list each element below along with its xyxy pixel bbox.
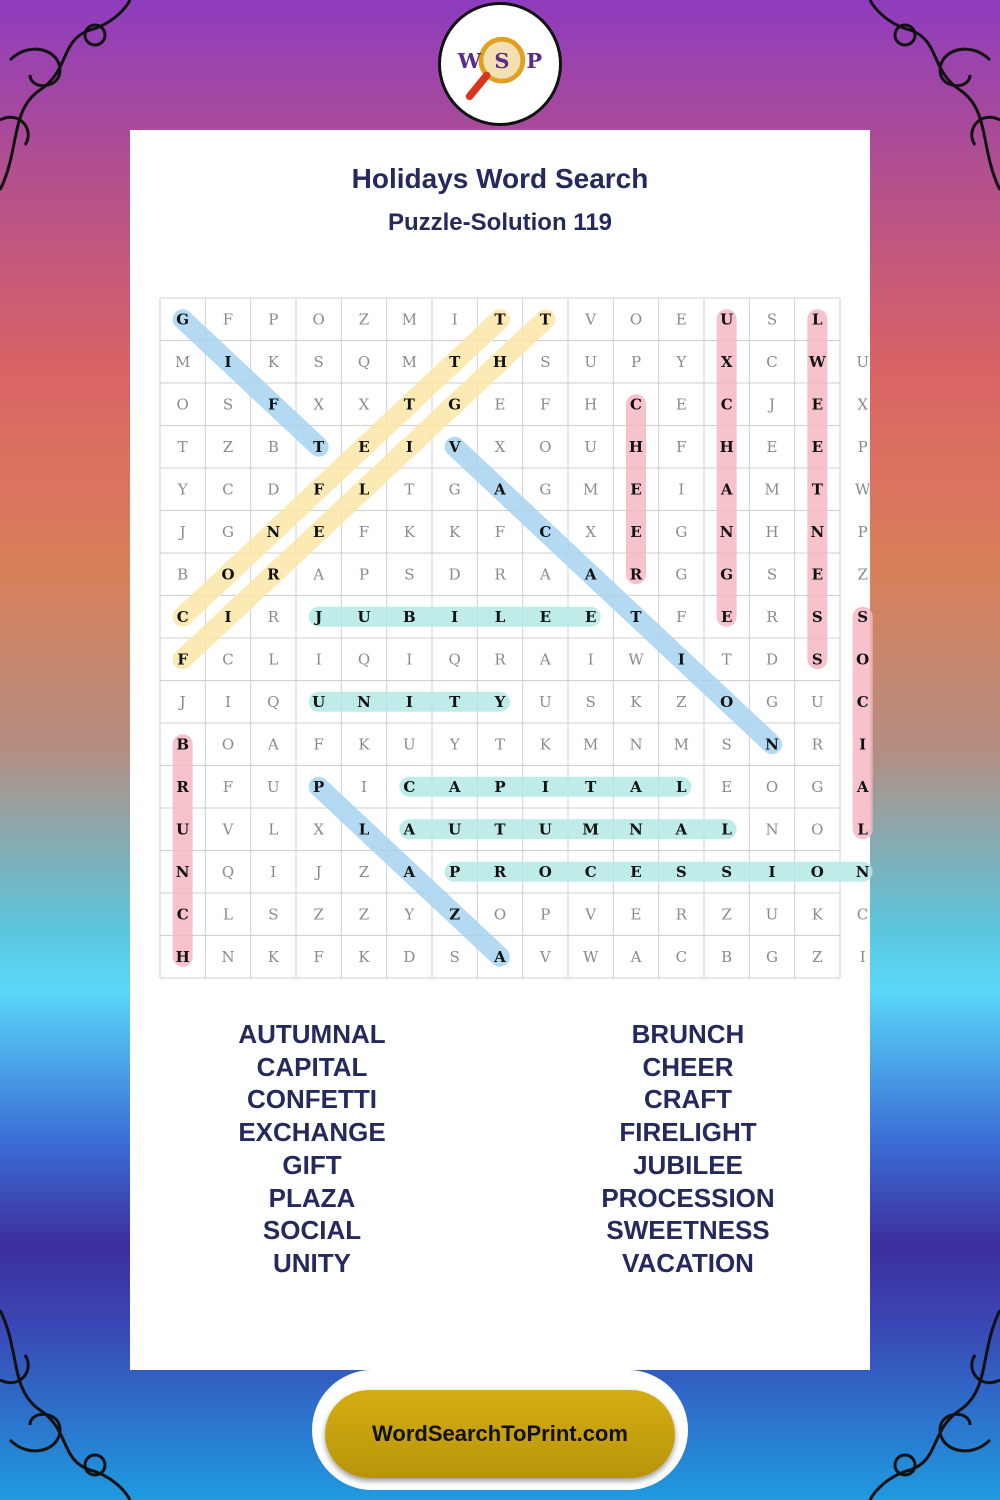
grid-cell[interactable]: T [494,820,506,839]
grid-cell[interactable]: O [312,310,325,329]
grid-cell[interactable]: S [222,395,234,414]
grid-cell[interactable]: L [268,650,279,669]
grid-cell[interactable]: G [766,947,778,966]
grid-cell[interactable]: O [538,862,552,881]
grid-cell[interactable]: S [721,862,733,881]
grid-cell[interactable]: S [540,352,551,371]
grid-cell[interactable]: E [630,862,642,881]
grid-cell[interactable]: Q [357,650,371,669]
grid-cell[interactable]: U [176,820,190,839]
grid-cell[interactable]: N [221,947,235,966]
grid-cell[interactable]: T [494,310,506,329]
grid-cell[interactable]: K [267,947,279,966]
grid-cell[interactable]: M [582,735,599,754]
grid-cell[interactable]: M [582,480,599,499]
grid-cell[interactable]: S [268,905,279,924]
grid-cell[interactable]: F [358,522,370,541]
grid-cell[interactable]: E [720,607,733,626]
grid-cell[interactable]: U [357,607,371,626]
grid-cell[interactable]: W [582,947,599,966]
grid-cell[interactable]: F [177,650,188,669]
grid-cell[interactable]: R [494,650,506,669]
word-list-item: CRAFT [643,1084,733,1115]
grid-cell[interactable]: S [585,692,596,711]
grid-cell[interactable]: T [177,437,188,456]
grid-cell[interactable]: A [267,735,279,754]
grid-cell[interactable]: F [313,480,324,499]
grid-cell[interactable]: O [221,565,235,584]
grid-cell[interactable]: K [539,735,551,754]
grid-cell[interactable]: A [448,777,461,796]
grid-cell[interactable]: A [403,820,416,839]
grid-cell[interactable]: L [857,820,868,839]
word-list-item: FIRELIGHT [619,1117,757,1148]
corner-ornament-bottom-left [0,1300,140,1500]
grid-cell[interactable]: U [720,310,734,329]
grid-cell[interactable]: C [584,862,597,881]
grid-cell[interactable]: K [267,352,279,371]
grid-cell[interactable]: A [494,947,506,966]
grid-cell[interactable]: N [765,735,779,754]
grid-cell[interactable]: M [764,480,780,499]
grid-cell[interactable]: I [315,650,322,669]
word-list-item: AUTUMNAL [238,1019,386,1049]
grid-cell[interactable]: I [451,607,459,626]
grid-cell[interactable]: E [675,395,687,414]
grid-cell[interactable]: F [313,947,324,966]
grid-cell[interactable]: F [222,777,234,796]
grid-cell[interactable]: F [494,522,506,541]
grid-cell[interactable]: P [268,310,279,329]
grid-cell[interactable]: R [494,565,506,584]
grid-cell[interactable]: Z [721,905,732,924]
grid-cell[interactable]: E [312,522,325,541]
grid-cell[interactable]: J [768,395,776,414]
grid-cell[interactable]: J [179,692,186,711]
grid-cell[interactable]: G [539,480,552,499]
grid-cell[interactable]: T [630,607,642,626]
grid-cell[interactable]: F [676,607,687,626]
grid-cell[interactable]: K [358,735,370,754]
grid-cell[interactable]: K [358,947,370,966]
grid-cell[interactable]: I [361,777,367,796]
grid-cell[interactable]: L [358,820,370,839]
grid-cell[interactable]: U [811,692,824,711]
grid-cell[interactable]: O [176,395,189,414]
grid-cell[interactable]: I [405,692,413,711]
grid-cell[interactable]: I [406,650,413,669]
grid-cell[interactable]: C [856,905,869,924]
grid-cell[interactable]: C [539,522,552,541]
grid-cell[interactable]: C [222,480,234,499]
grid-cell[interactable]: G [766,692,778,711]
word-list-item: SOCIAL [262,1215,362,1246]
grid-cell[interactable]: X [585,522,597,541]
grid-cell[interactable]: U [403,735,416,754]
grid-cell[interactable]: C [675,947,688,966]
grid-cell[interactable]: B [402,607,416,626]
grid-cell[interactable]: E [630,480,642,499]
grid-cell[interactable]: I [451,310,458,329]
grid-cell[interactable]: C [856,692,869,711]
grid-cell[interactable]: X [720,352,733,371]
grid-cell[interactable]: C [630,395,642,414]
grid-cell[interactable]: Z [313,905,324,924]
grid-cell[interactable]: Q [221,862,235,881]
grid-cell[interactable]: W [854,480,871,499]
grid-cell[interactable]: P [313,777,325,796]
grid-cell[interactable]: U [856,352,869,371]
grid-cell[interactable]: N [855,862,870,881]
grid-cell[interactable]: X [494,437,506,456]
grid-cell[interactable]: U [539,692,552,711]
word-list-right [488,1018,888,1280]
grid-cell[interactable]: M [673,735,690,754]
grid-cell[interactable]: T [449,352,461,371]
grid-cell[interactable]: I [224,607,232,626]
grid-cell[interactable]: H [175,947,190,966]
grid-cell[interactable]: J [179,522,186,541]
grid-cell[interactable]: Q [357,352,371,371]
grid-cell[interactable]: N [629,820,643,839]
grid-cell[interactable]: I [859,735,867,754]
grid-cell[interactable]: R [267,565,280,584]
grid-cell[interactable]: N [765,820,779,839]
grid-cell[interactable]: M [174,352,191,371]
grid-cell[interactable]: C [176,607,189,626]
grid-cell[interactable]: T [449,692,461,711]
grid-cell[interactable]: A [630,947,642,966]
grid-cell[interactable]: M [401,352,418,371]
word-list-item: CHEER [642,1051,734,1082]
grid-cell[interactable]: P [857,522,868,541]
grid-cell[interactable]: A [856,777,869,796]
word-list-item: VACATION [622,1247,754,1278]
word-list-left [112,1018,512,1280]
grid-cell[interactable]: U [448,820,462,839]
word-list-item: SWEETNESS [606,1215,770,1246]
grid-cell[interactable]: E [584,607,597,626]
grid-cell[interactable]: U [584,352,597,371]
grid-cell[interactable]: F [222,310,234,329]
word-list-item: PROCESSION [601,1182,775,1213]
grid-cell[interactable]: A [584,565,597,584]
logo-letter-s: S [494,47,510,73]
grid-cell[interactable]: E [721,777,733,796]
grid-cell[interactable]: Z [222,437,234,456]
word-list-item: BRUNCH [631,1019,745,1049]
grid-cell[interactable]: Z [857,565,868,584]
grid-cell[interactable]: E [811,437,824,456]
grid-cell[interactable]: L [358,480,370,499]
grid-cell[interactable]: K [630,692,642,711]
grid-cell[interactable]: N [810,522,825,541]
grid-cell[interactable]: I [677,650,685,669]
grid-cell[interactable]: V [448,437,461,456]
grid-cell[interactable]: E [630,522,642,541]
grid-cell[interactable]: G [176,310,190,329]
logo-letter-p: P [526,47,543,73]
grid-cell[interactable]: O [856,650,870,669]
word-list-item: PLAZA [268,1182,356,1213]
grid-cell[interactable]: P [358,565,370,584]
grid-cell[interactable]: Y [404,905,415,924]
grid-cell[interactable]: Z [812,947,823,966]
grid-cell[interactable]: A [494,480,506,499]
grid-cell[interactable]: A [539,565,551,584]
grid-cell[interactable]: G [448,395,462,414]
grid-cell[interactable]: L [676,777,687,796]
grid-cell[interactable]: X [313,395,325,414]
grid-cell[interactable]: O [221,735,235,754]
grid-cell[interactable]: L [721,820,732,839]
grid-cell[interactable]: H [628,437,644,456]
grid-cell[interactable]: B [176,735,190,754]
grid-cell[interactable]: F [268,395,279,414]
grid-cell[interactable]: H [584,395,598,414]
grid-cell[interactable]: V [222,820,234,839]
grid-cell[interactable]: T [403,395,415,414]
grid-cell[interactable]: Z [358,905,370,924]
grid-cell[interactable]: O [493,905,507,924]
grid-cell[interactable]: H [719,437,734,456]
grid-cell[interactable]: R [811,735,823,754]
grid-cell[interactable]: D [403,947,416,966]
grid-cell[interactable]: Q [448,650,461,669]
grid-cell[interactable]: R [675,905,687,924]
grid-cell[interactable]: A [313,565,325,584]
wsp-logo[interactable] [438,2,562,126]
grid-cell[interactable]: E [539,607,552,626]
grid-cell[interactable]: T [494,735,506,754]
grid-cell[interactable]: S [449,947,460,966]
grid-cell[interactable]: O [539,437,552,456]
grid-cell[interactable]: F [540,395,551,414]
grid-cell[interactable]: W [628,650,644,669]
grid-cell[interactable]: B [267,437,279,456]
grid-cell[interactable]: O [629,310,643,329]
grid-cell[interactable]: Y [676,352,687,371]
grid-cell[interactable]: N [719,522,734,541]
grid-cell[interactable]: V [585,905,597,924]
grid-cell[interactable]: O [810,862,824,881]
grid-cell[interactable]: Z [358,310,370,329]
grid-cell[interactable]: K [449,522,461,541]
grid-cell[interactable]: U [765,905,779,924]
grid-cell[interactable]: N [357,692,371,711]
grid-cell[interactable]: Z [676,692,687,711]
grid-cell[interactable]: U [538,820,552,839]
grid-cell[interactable]: C [720,395,733,414]
grid-cell[interactable]: D [267,480,280,499]
grid-cell[interactable]: V [585,310,597,329]
grid-cell[interactable]: E [811,565,824,584]
grid-cell[interactable]: T [811,480,823,499]
grid-cell[interactable]: U [312,692,326,711]
website-link-button[interactable]: WordSearchToPrint.com [325,1390,675,1478]
grid-cell[interactable]: T [721,650,732,669]
word-list-item: EXCHANGE [238,1117,386,1148]
grid-cell[interactable]: S [766,565,778,584]
grid-cell[interactable]: I [859,947,866,966]
grid-cell[interactable]: Y [449,735,460,754]
grid-cell[interactable]: I [224,352,232,371]
grid-cell[interactable]: P [630,352,642,371]
grid-cell[interactable]: H [765,522,779,541]
grid-cell[interactable]: G [811,777,824,796]
grid-cell[interactable]: R [629,565,643,584]
grid-cell[interactable]: F [313,735,324,754]
grid-cell[interactable]: S [857,607,869,626]
grid-cell[interactable]: C [222,650,234,669]
grid-cell[interactable]: T [313,437,325,456]
grid-cell[interactable]: A [720,480,733,499]
grid-cell[interactable]: X [857,395,869,414]
grid-cell[interactable]: O [720,692,734,711]
grid-cell[interactable]: L [223,905,233,924]
grid-cell[interactable]: I [541,777,549,796]
grid-cell[interactable]: Y [494,692,506,711]
grid-cell[interactable]: B [177,565,189,584]
grid-cell[interactable]: M [401,310,418,329]
grid-cell[interactable]: E [811,395,824,414]
word-list-item: UNITY [273,1247,351,1278]
grid-cell[interactable]: N [266,522,281,541]
grid-cell[interactable]: C [403,777,416,796]
grid-cell[interactable]: E [675,310,687,329]
grid-cell[interactable]: U [267,777,280,796]
grid-cell[interactable]: N [175,862,190,881]
grid-cell[interactable]: G [720,565,734,584]
grid-cell[interactable]: N [629,735,643,754]
grid-cell[interactable]: R [493,862,507,881]
grid-cell[interactable]: C [176,905,189,924]
grid-cell[interactable]: J [315,862,322,881]
word-list-item: CAPITAL [256,1051,368,1082]
grid-cell[interactable]: U [584,437,597,456]
grid-cell[interactable]: T [404,480,415,499]
grid-cell[interactable]: S [675,862,687,881]
grid-cell[interactable]: A [630,777,642,796]
grid-cell[interactable]: F [676,437,687,456]
grid-cell[interactable]: P [494,777,506,796]
grid-cell[interactable]: G [675,565,688,584]
grid-cell[interactable]: Z [358,862,370,881]
grid-cell[interactable]: G [222,522,234,541]
grid-cell[interactable]: I [225,692,231,711]
grid-cell[interactable]: O [765,777,779,796]
grid-cell[interactable]: X [313,820,325,839]
grid-cell[interactable]: Z [449,905,461,924]
grid-cell[interactable]: L [494,607,506,626]
grid-cell[interactable]: R [766,607,778,626]
grid-cell[interactable]: I [678,480,685,499]
grid-cell[interactable]: S [721,735,732,754]
grid-cell[interactable]: V [539,947,551,966]
grid-cell[interactable]: A [539,650,551,669]
grid-cell[interactable]: Q [267,692,280,711]
grid-cell[interactable]: P [449,862,461,881]
logo-letter-w: W [457,47,482,73]
corner-ornament-bottom-right [860,1300,1000,1500]
grid-cell[interactable]: I [405,437,413,456]
grid-cell[interactable]: M [582,820,599,839]
grid-cell[interactable]: I [768,862,776,881]
grid-cell[interactable]: A [675,820,688,839]
grid-cell[interactable]: J [315,607,323,626]
grid-cell[interactable]: P [540,905,551,924]
grid-cell[interactable]: G [448,480,461,499]
grid-cell[interactable]: D [448,565,461,584]
grid-cell[interactable]: R [176,777,189,796]
grid-cell[interactable]: S [766,310,778,329]
grid-cell[interactable]: Y [177,480,188,499]
grid-cell[interactable]: E [630,905,642,924]
page-subtitle: Puzzle-Solution 119 [387,209,613,236]
grid-cell[interactable]: W [808,352,826,371]
grid-cell[interactable]: K [811,905,823,924]
word-list-item: JUBILEE [633,1149,743,1180]
word-list-item: CONFETTI [247,1084,377,1115]
grid-cell[interactable]: B [721,947,733,966]
grid-cell[interactable]: H [492,352,508,371]
grid-cell[interactable]: E [494,395,506,414]
grid-cell[interactable]: T [539,310,551,329]
grid-cell[interactable]: P [857,437,868,456]
grid-cell[interactable]: S [811,650,823,669]
word-list-item: GIFT [282,1149,342,1180]
grid-cell[interactable]: G [675,522,688,541]
grid-cell[interactable]: S [811,607,823,626]
grid-cell[interactable]: X [358,395,370,414]
grid-cell[interactable]: E [358,437,370,456]
grid-cell[interactable]: E [766,437,778,456]
word-search-grid[interactable] [160,298,871,978]
grid-cell[interactable]: S [313,352,324,371]
grid-cell[interactable]: A [403,862,416,881]
grid-cell[interactable]: S [404,565,415,584]
grid-cell[interactable]: C [766,352,778,371]
page-title: Holidays Word Search [351,163,649,194]
grid-cell[interactable]: O [811,820,824,839]
grid-cell[interactable]: R [267,607,279,626]
grid-cell[interactable]: I [587,650,594,669]
grid-cell[interactable]: I [270,862,277,881]
grid-cell[interactable]: L [812,310,823,329]
grid-cell[interactable]: D [765,650,779,669]
grid-cell[interactable]: K [403,522,415,541]
grid-cell[interactable]: T [585,777,597,796]
grid-cell[interactable]: L [268,820,279,839]
